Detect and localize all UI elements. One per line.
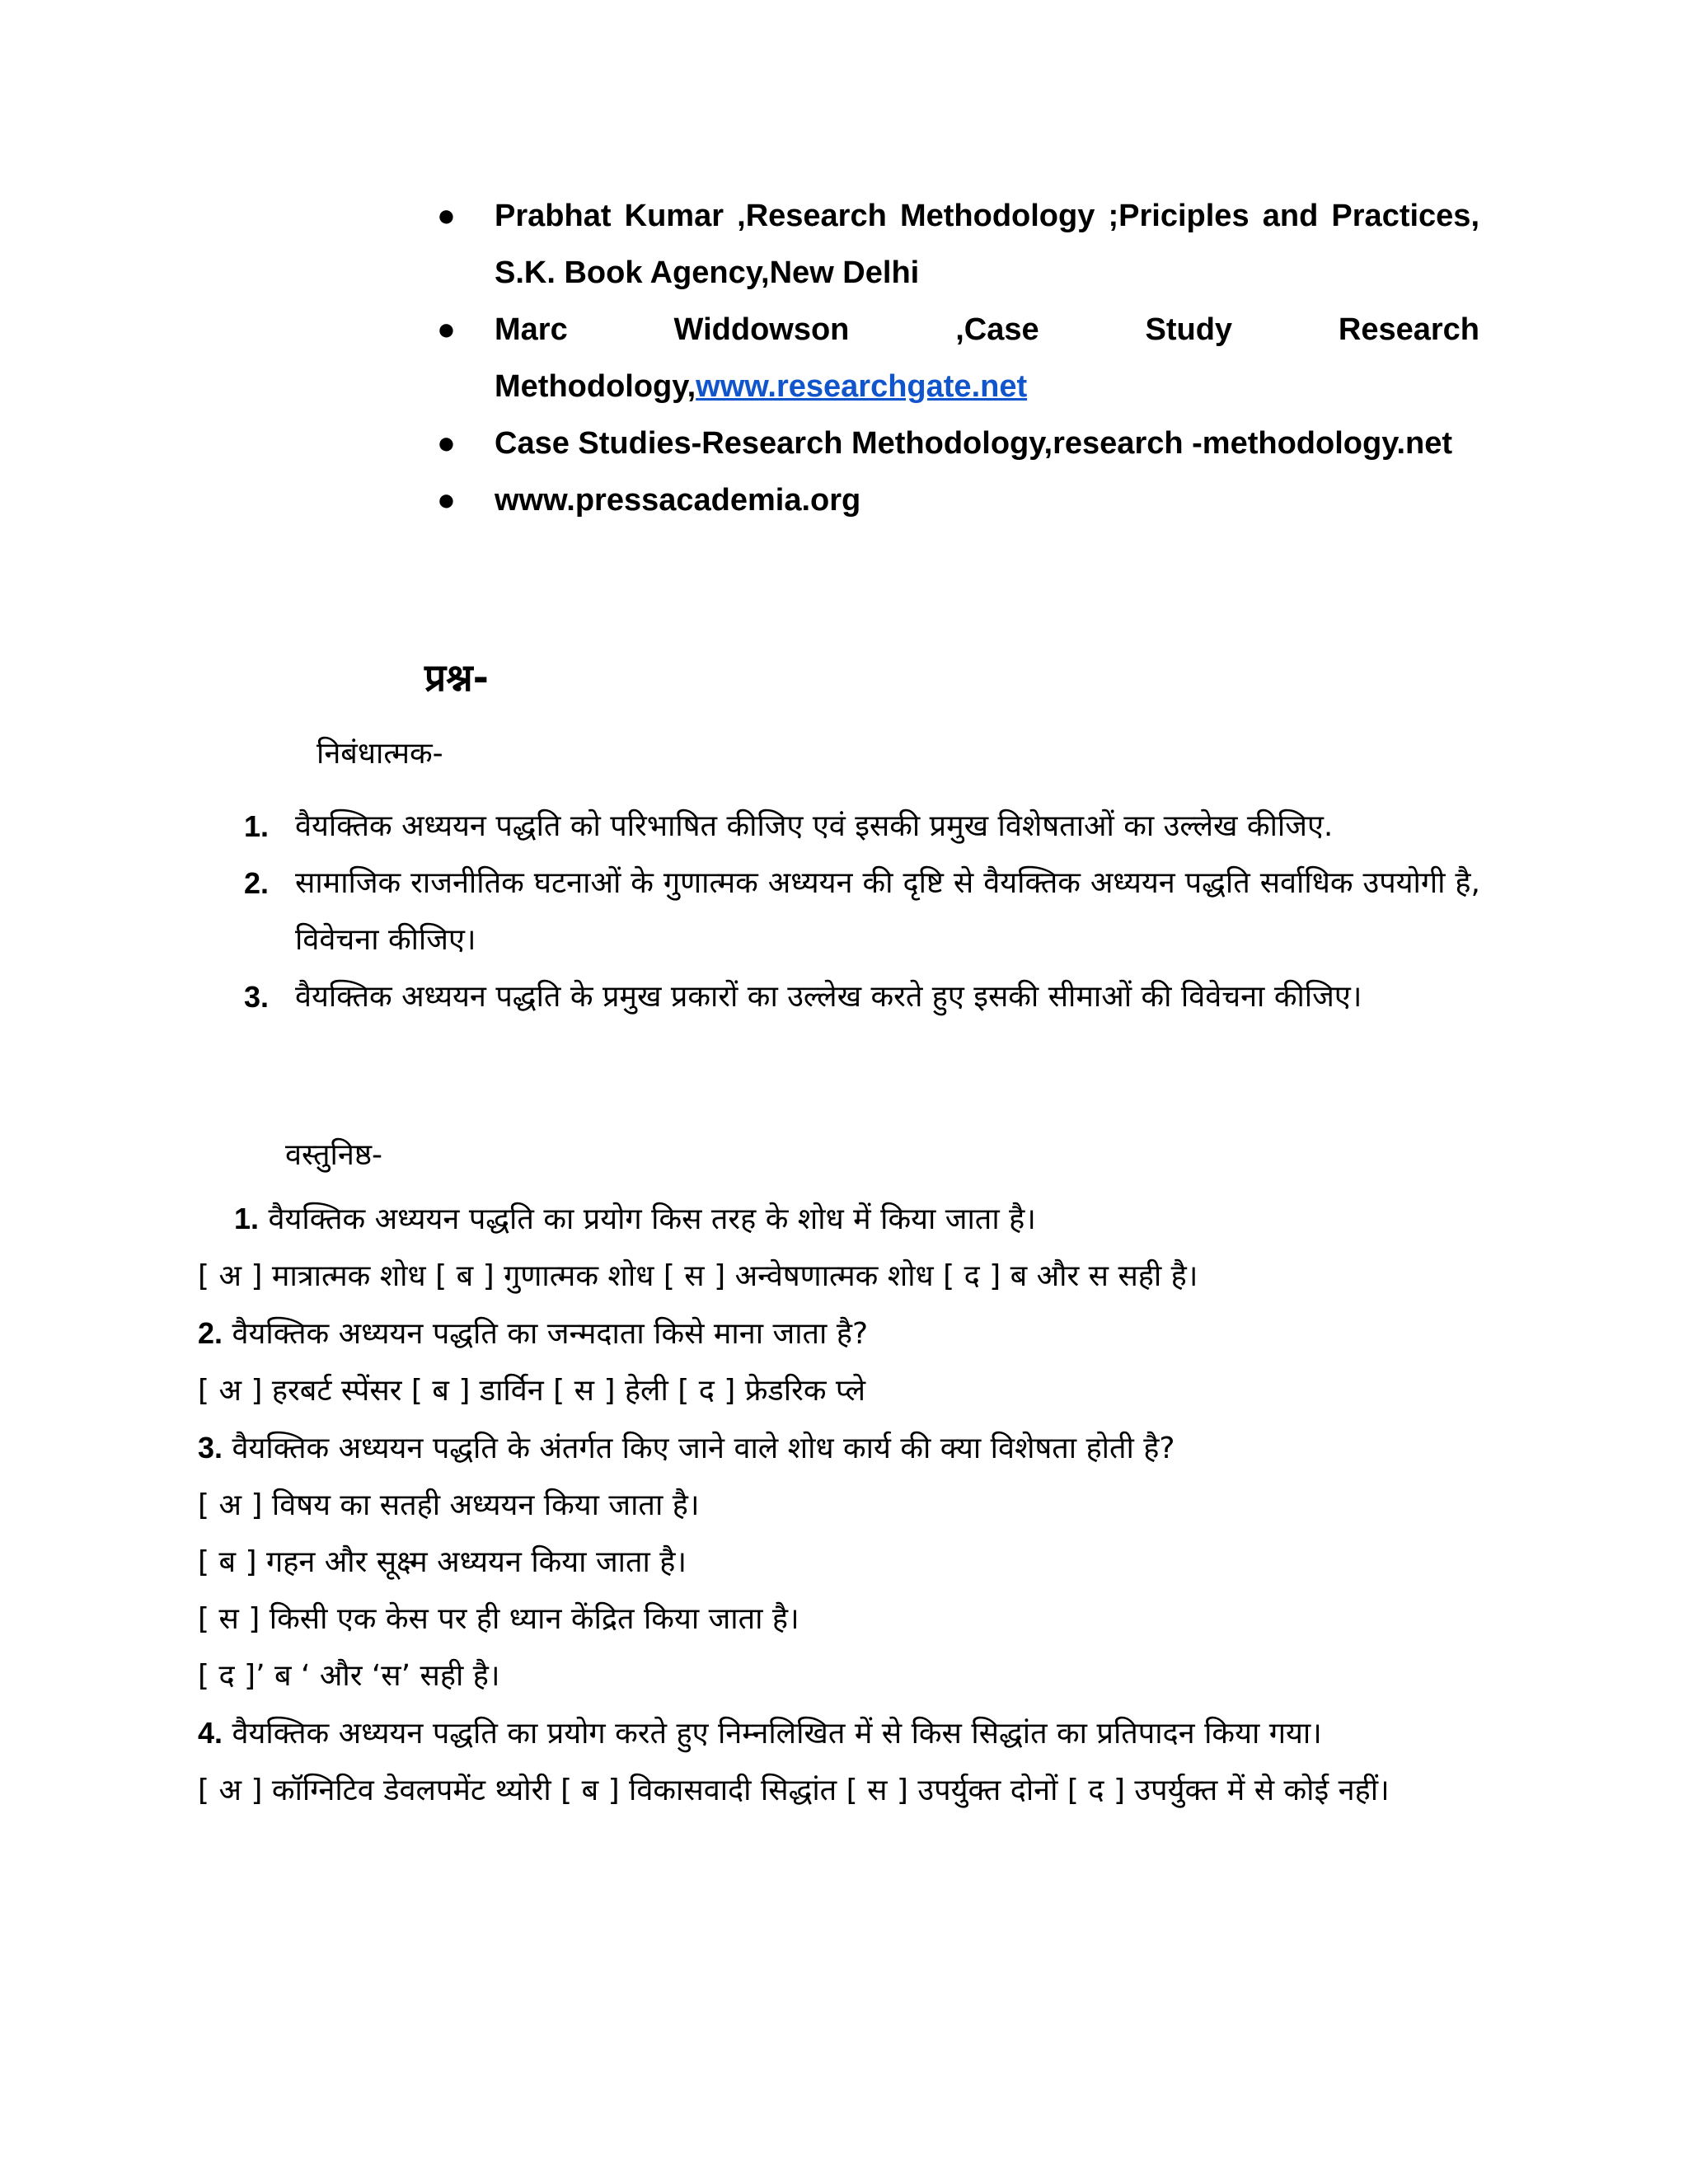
question-number: 1. [244,809,270,843]
objective-question [198,1305,1480,1362]
reference-list [437,188,1479,529]
answer-options [198,1362,1480,1419]
options-text: [ अ ] हरबर्ट स्पेंसर [ ब ] डार्विन [ स ] हेली [ द ] फ्रेडरिक प्ले [198,1374,866,1408]
question-text: सामाजिक राजनीतिक घटनाओं के गुणात्मक अध्ययन की दृष्टि से वैयक्तिक अध्ययन पद्धति सर्वाधिक उपयोगी है, विवेचना कीजिए। [295,866,1480,957]
reference-text: Case Studies-Research Methodology,research -methodology.net [495,426,1453,461]
answer-option [198,1591,1480,1647]
reference-item [437,188,1479,302]
reference-text: www.pressacademia.org [495,483,861,518]
option-text: [ अ ] विषय का सतही अध्ययन किया जाता है। [198,1488,700,1522]
questions-heading: प्रश्न- [424,655,489,700]
essay-question [244,968,1480,1025]
reference-item [437,415,1479,472]
essay-section-label: निबंधात्मक- [316,737,443,771]
question-number: 2. [244,866,270,900]
options-text: [ अ ] कॉग्निटिव डेवलपमेंट थ्योरी [ ब ] विकासवादी सिद्धांत [ स ] उपर्युक्त दोनों [ द ] उपर्युक्त में से कोई नहीं। [198,1774,1390,1807]
objective-question [198,1704,1480,1762]
question-text: वैयक्तिक अध्ययन पद्धति के प्रमुख प्रकारों का उल्लेख करते हुए इसकी सीमाओं की विवेचना कीजिए। [295,980,1362,1014]
essay-question [244,798,1480,855]
option-text: [ द ]’ ब ‘ और ‘स’ सही है। [198,1659,500,1693]
bullet-icon: ● [437,199,456,233]
objective-question [198,1190,1480,1248]
options-text: [ अ ] मात्रात्मक शोध [ ब ] गुणात्मक शोध [ स ] अन्वेषणात्मक शोध [ द ] ब और स सही है। [198,1259,1198,1293]
essay-question-list [244,798,1480,1025]
answer-options [198,1762,1480,1819]
question-text: वैयक्तिक अध्ययन पद्धति का प्रयोग किस तरह के शोध में किया जाता है। [259,1202,1036,1236]
option-text: [ स ] किसी एक केस पर ही ध्यान केंद्रित किया जाता है। [198,1602,799,1636]
answer-option [198,1534,1480,1591]
question-text: वैयक्तिक अध्ययन पद्धति को परिभाषित कीजिए एवं इसकी प्रमुख विशेषताओं का उल्लेख कीजिए. [295,809,1334,843]
bullet-icon: ● [437,483,456,518]
question-number: 3. [244,980,270,1014]
reference-text: Marc Widdowson ,Case Study Research Methodology, [495,312,1479,404]
answer-options [198,1248,1480,1305]
reference-item [437,472,1479,529]
question-number: 2. [198,1316,223,1350]
researchgate-link[interactable]: www.researchgate.net [696,369,1028,404]
question-text: वैयक्तिक अध्ययन पद्धति के अंतर्गत किए जाने वाले शोध कार्य की क्या विशेषता होती है? [223,1432,1175,1465]
answer-option [198,1477,1480,1534]
bullet-icon: ● [437,312,456,347]
reference-text: Prabhat Kumar ,Research Methodology ;Priciples and Practices, S.K. Book Agency,New Delhi [495,199,1479,290]
bullet-icon: ● [437,426,456,461]
answer-option [198,1647,1480,1704]
question-number: 1. [234,1202,260,1235]
objective-question-list [198,1190,1480,1819]
objective-question [198,1419,1480,1477]
question-number: 3. [198,1431,223,1465]
question-text: वैयक्तिक अध्ययन पद्धति का जन्मदाता किसे माना जाता है? [223,1317,869,1351]
reference-item [437,302,1479,415]
question-text: वैयक्तिक अध्ययन पद्धति का प्रयोग करते हुए निम्नलिखित में से किस सिद्धांत का प्रतिपादन किया गया। [223,1717,1322,1750]
objective-section-label: वस्तुनिष्ठ- [285,1138,383,1172]
question-number: 4. [198,1716,223,1750]
option-text: [ ब ] गहन और सूक्ष्म अध्ययन किया जाता है। [198,1545,687,1579]
essay-question [244,855,1480,968]
